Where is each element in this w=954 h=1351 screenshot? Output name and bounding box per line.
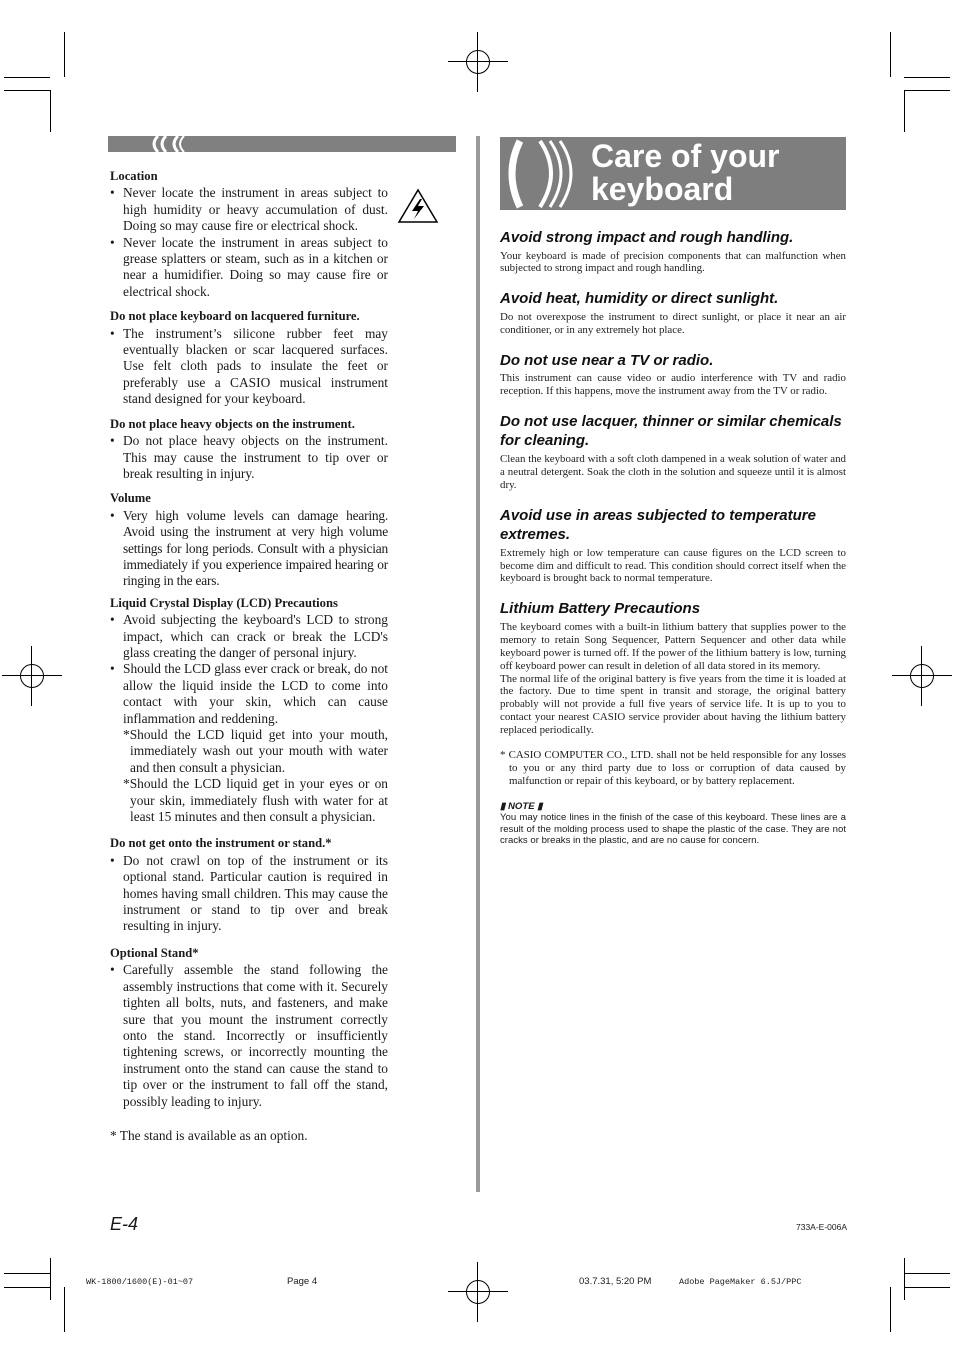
- electric-shock-warning-icon: [397, 188, 439, 224]
- page-title: Care of your keyboard: [591, 138, 780, 207]
- list-item: • Should the LCD glass ever crack or break, do not allow the liquid inside the LCD to come into contact with your skin, which can cause inflammation and reddening.: [110, 661, 388, 727]
- section-body: The keyboard comes with a built-in lithium battery that supplies power to the memory to retain Song Sequencer, Pattern Sequencer and other data while keyboard power is turned off. If the power of the lithium battery is low, turning off keyboard power can result in deletion of all data stored in its memory.: [500, 620, 846, 672]
- slug-page: Page 4: [287, 1276, 318, 1287]
- left-header-bar: [108, 136, 456, 152]
- section-body: The normal life of the original battery is five years from the time it is loaded at the factory. Due to time spent in transit and storage, the original battery probably will not provide a full five years of service life. It is up to you to contact your nearest CASIO service provider about having the lithium battery replaced periodically.: [500, 672, 846, 737]
- care-section: [500, 289, 846, 336]
- bullet-list: [110, 433, 388, 482]
- registration-mark-bottom: [458, 1272, 498, 1312]
- care-section: [500, 351, 846, 398]
- page-number: E-4: [110, 1214, 139, 1234]
- registration-mark-right: [902, 656, 942, 696]
- lcd-sub-note: *Should the LCD liquid get into your mouth, immediately wash out your mouth with water and then consult a physician.: [123, 727, 388, 775]
- section-heading: Volume: [110, 491, 151, 506]
- slug-application: Adobe PageMaker 6.5J/PPC: [679, 1277, 802, 1287]
- section-heading: Optional Stand*: [110, 945, 199, 960]
- list-item: • The instrument’s silicone rubber feet may eventually blacken or scar lacquered surfaces. Use felt cloth pads to insulate the feet or preferably use a CASIO musical instrument stand designed for your keyboard.: [110, 326, 388, 408]
- section-body: This instrument can cause video or audio interference with TV and radio reception. If this happens, move the instrument away from the TV or radio.: [500, 372, 846, 398]
- section-heading: Do not get onto the instrument or stand.*: [110, 836, 332, 851]
- note-text: You may notice lines in the finish of the case of this keyboard. These lines are a result of the molding process used to shape the plastic of the case. They are not cracks or breaks in the plastic, and are no cause for concern.: [500, 811, 846, 847]
- section-heading: Avoid heat, humidity or direct sunlight.: [500, 290, 779, 308]
- title-banner-decoration: [500, 137, 588, 210]
- section-heading: Location: [110, 169, 158, 183]
- list-item: • Never locate the instrument in areas subject to high humidity or heavy accumulation of dust. Doing so may cause fire or electrical shock.: [110, 185, 388, 234]
- care-section: [500, 412, 846, 492]
- section-heading: Do not use lacquer, thinner or similar chemicals for cleaning.: [500, 412, 842, 450]
- bullet-list: [110, 962, 388, 1110]
- section-body: Extremely high or low temperature can cause figures on the LCD screen to become dim and difficult to read. This condition should correct itself when the keyboard is brought back to normal temperature.: [500, 546, 846, 585]
- section-heading: Do not place heavy objects on the instrument.: [110, 416, 355, 431]
- slug-date: 03.7.31, 5:20 PM: [579, 1276, 652, 1287]
- section-heading: Avoid strong impact and rough handling.: [500, 229, 794, 246]
- right-column: [500, 228, 846, 847]
- section-heading: Do not place keyboard on lacquered furniture.: [110, 309, 360, 324]
- section-body: Clean the keyboard with a soft cloth dampened in a weak solution of water and a neutral detergent. Soak the cloth in the solution and squeeze until it is almost dry.: [500, 452, 846, 491]
- bullet-list: [110, 185, 388, 300]
- section-heading: Do not use near a TV or radio.: [500, 351, 714, 369]
- care-section: [500, 599, 846, 737]
- section-heading: Lithium Battery Precautions: [500, 600, 701, 618]
- section-heading: Avoid use in areas subjected to temperature extremes.: [500, 506, 816, 544]
- slug-filename: WK-1800/1600(E)-01~07: [86, 1277, 194, 1287]
- note-heading: [500, 801, 846, 812]
- registration-mark-left: [12, 656, 52, 696]
- section-body: Do not overexpose the instrument to direct sunlight, or place it near an air conditioner, or in any extremely hot place.: [500, 310, 846, 336]
- note-marker-icon: ▮: [500, 800, 506, 812]
- care-section: [500, 228, 846, 275]
- list-item: • Carefully assemble the stand following the assembly instructions that come with it. Securely tighten all bolts, nuts, and fasteners, and make sure that you mount the instrument correctly onto the stand. Incorrectly or insufficiently tightening screws, or incorrectly mounting the instrument onto the stand can cause the stand to tip over or the instrument to fall off the stand, possibly leading to injury.: [110, 962, 388, 1110]
- section-body: Your keyboard is made of precision components that can malfunction when subjected to strong impact and rough handling.: [500, 249, 846, 275]
- column-divider: [476, 136, 480, 1192]
- list-item: • Avoid subjecting the keyboard's LCD to strong impact, which can crack or break the LCD's glass creating the danger of personal injury.: [110, 612, 388, 661]
- stand-footnote: * The stand is available as an option.: [110, 1127, 308, 1143]
- care-section: [500, 506, 846, 586]
- list-item: • Never locate the instrument in areas subject to grease splatters or steam, such as in a kitchen or near a humidifier. Doing so may cause fire or electrical shock.: [110, 235, 388, 301]
- bullet-list: [110, 853, 388, 935]
- bullet-list: [110, 326, 388, 408]
- registration-mark-top: [458, 42, 498, 82]
- left-column: [110, 168, 388, 1144]
- list-item: • Very high volume levels can damage hearing. Avoid using the instrument at very high volume settings for long periods. Consult with a physician immediately if you experience impaired hearing or ringing in the ears.: [110, 508, 388, 590]
- section-heading: Liquid Crystal Display (LCD) Precautions: [110, 595, 338, 610]
- bullet-list: [110, 612, 388, 727]
- lcd-sub-note: *Should the LCD liquid get in your eyes or on your skin, immediately flush with water for at least 15 minutes and then consult a physician.: [123, 776, 388, 825]
- casio-disclaimer: * CASIO COMPUTER CO., LTD. shall not be held responsible for any losses to you or any third party due to loss or corruption of data caused by malfunction or repair of this keyboard, or by battery replacement.: [500, 749, 846, 787]
- title-banner: [500, 137, 846, 210]
- bullet-list: [110, 508, 388, 590]
- list-item: • Do not crawl on top of the instrument or its optional stand. Particular caution is required in homes having small children. This may cause the instrument or stand to tip over and break resulting in injury.: [110, 853, 388, 935]
- note-label: NOTE: [507, 800, 535, 812]
- document-code: 733A-E-006A: [796, 1222, 848, 1232]
- note-marker-icon: ▮: [537, 800, 543, 812]
- list-item: • Do not place heavy objects on the instrument. This may cause the instrument to tip over or break resulting in injury.: [110, 433, 388, 482]
